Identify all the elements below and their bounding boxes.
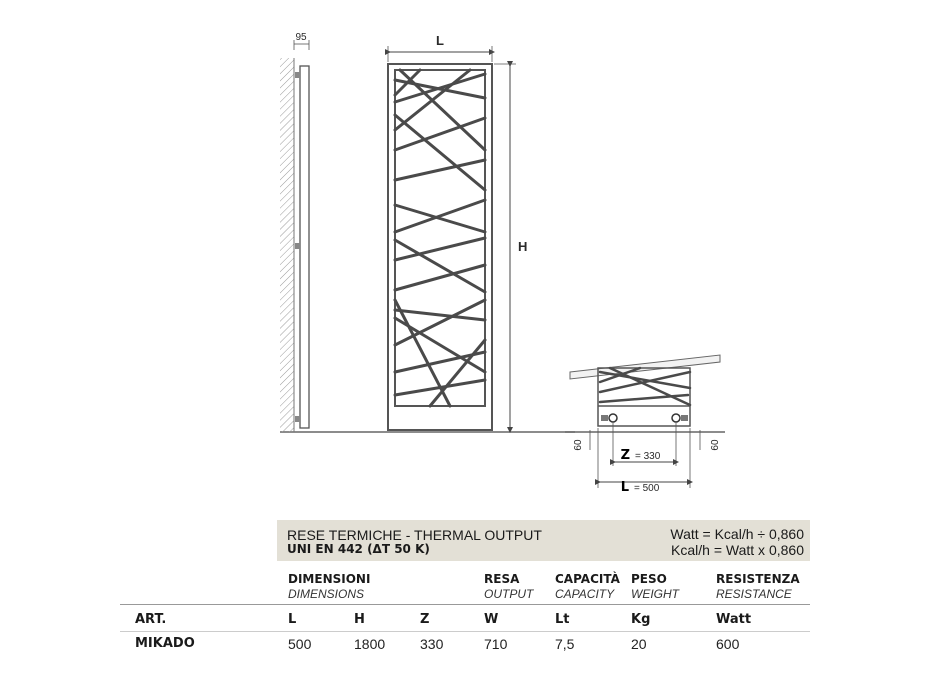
unit-z: Z	[420, 612, 430, 627]
side-depth-label: 95	[295, 32, 307, 43]
thermal-output-banner	[277, 520, 810, 561]
front-view	[388, 33, 527, 430]
plan-view	[565, 355, 725, 495]
plan-z-label: Z	[620, 448, 630, 463]
plan-l-value: = 500	[634, 483, 660, 494]
valve-right-icon	[672, 414, 680, 422]
row-kg: 20	[631, 636, 647, 652]
row-divider	[120, 631, 810, 632]
banner-title: RESE TERMICHE - THERMAL OUTPUT	[287, 527, 542, 543]
wall-hatch	[280, 58, 294, 432]
row-w: 710	[484, 636, 508, 652]
header-weight-en: WEIGHT	[631, 587, 679, 601]
header-dimensions: DIMENSIONI	[288, 572, 371, 586]
row-lt: 7,5	[555, 636, 575, 652]
row-z: 330	[420, 636, 444, 652]
banner-formula-2: Kcal/h = Watt x 0,860	[671, 542, 804, 558]
plan-offset-left: 60	[573, 439, 584, 451]
unit-lt: Lt	[555, 612, 570, 627]
row-watt: 600	[716, 636, 740, 652]
mikado-tubes	[395, 70, 485, 406]
header-capacity-en: CAPACITY	[555, 587, 615, 601]
plan-l-label: L	[620, 480, 629, 495]
front-outer-frame	[388, 64, 492, 430]
plan-z-value: = 330	[635, 451, 661, 462]
row-art: MIKADO	[135, 636, 195, 651]
unit-h: H	[354, 612, 365, 627]
plan-wall	[570, 355, 720, 379]
row-h: 1800	[354, 636, 386, 652]
header-output: RESA	[484, 572, 520, 586]
plan-offset-right: 60	[710, 439, 721, 451]
valve-left-icon	[609, 414, 617, 422]
unit-w: W	[484, 612, 499, 627]
side-view	[280, 32, 309, 432]
unit-watt: Watt	[716, 612, 752, 627]
header-output-en: OUTPUT	[484, 587, 534, 601]
side-radiator-profile	[300, 66, 309, 428]
unit-kg: Kg	[631, 612, 651, 627]
banner-standard: UNI EN 442 (ΔT 50 K)	[287, 542, 430, 556]
header-dimensions-en: DIMENSIONS	[288, 587, 365, 601]
unit-art: ART.	[135, 612, 167, 627]
header-resistance: RESISTENZA	[716, 572, 800, 586]
header-capacity: CAPACITÀ	[555, 572, 620, 586]
table-divider	[120, 604, 810, 605]
banner-formula-1: Watt = Kcal/h ÷ 0,860	[670, 526, 804, 542]
unit-l: L	[288, 612, 297, 627]
header-weight: PESO	[631, 572, 667, 586]
header-resistance-en: RESISTANCE	[716, 587, 792, 601]
row-l: 500	[288, 636, 312, 652]
width-label: L	[436, 33, 444, 48]
height-label: H	[518, 239, 528, 254]
